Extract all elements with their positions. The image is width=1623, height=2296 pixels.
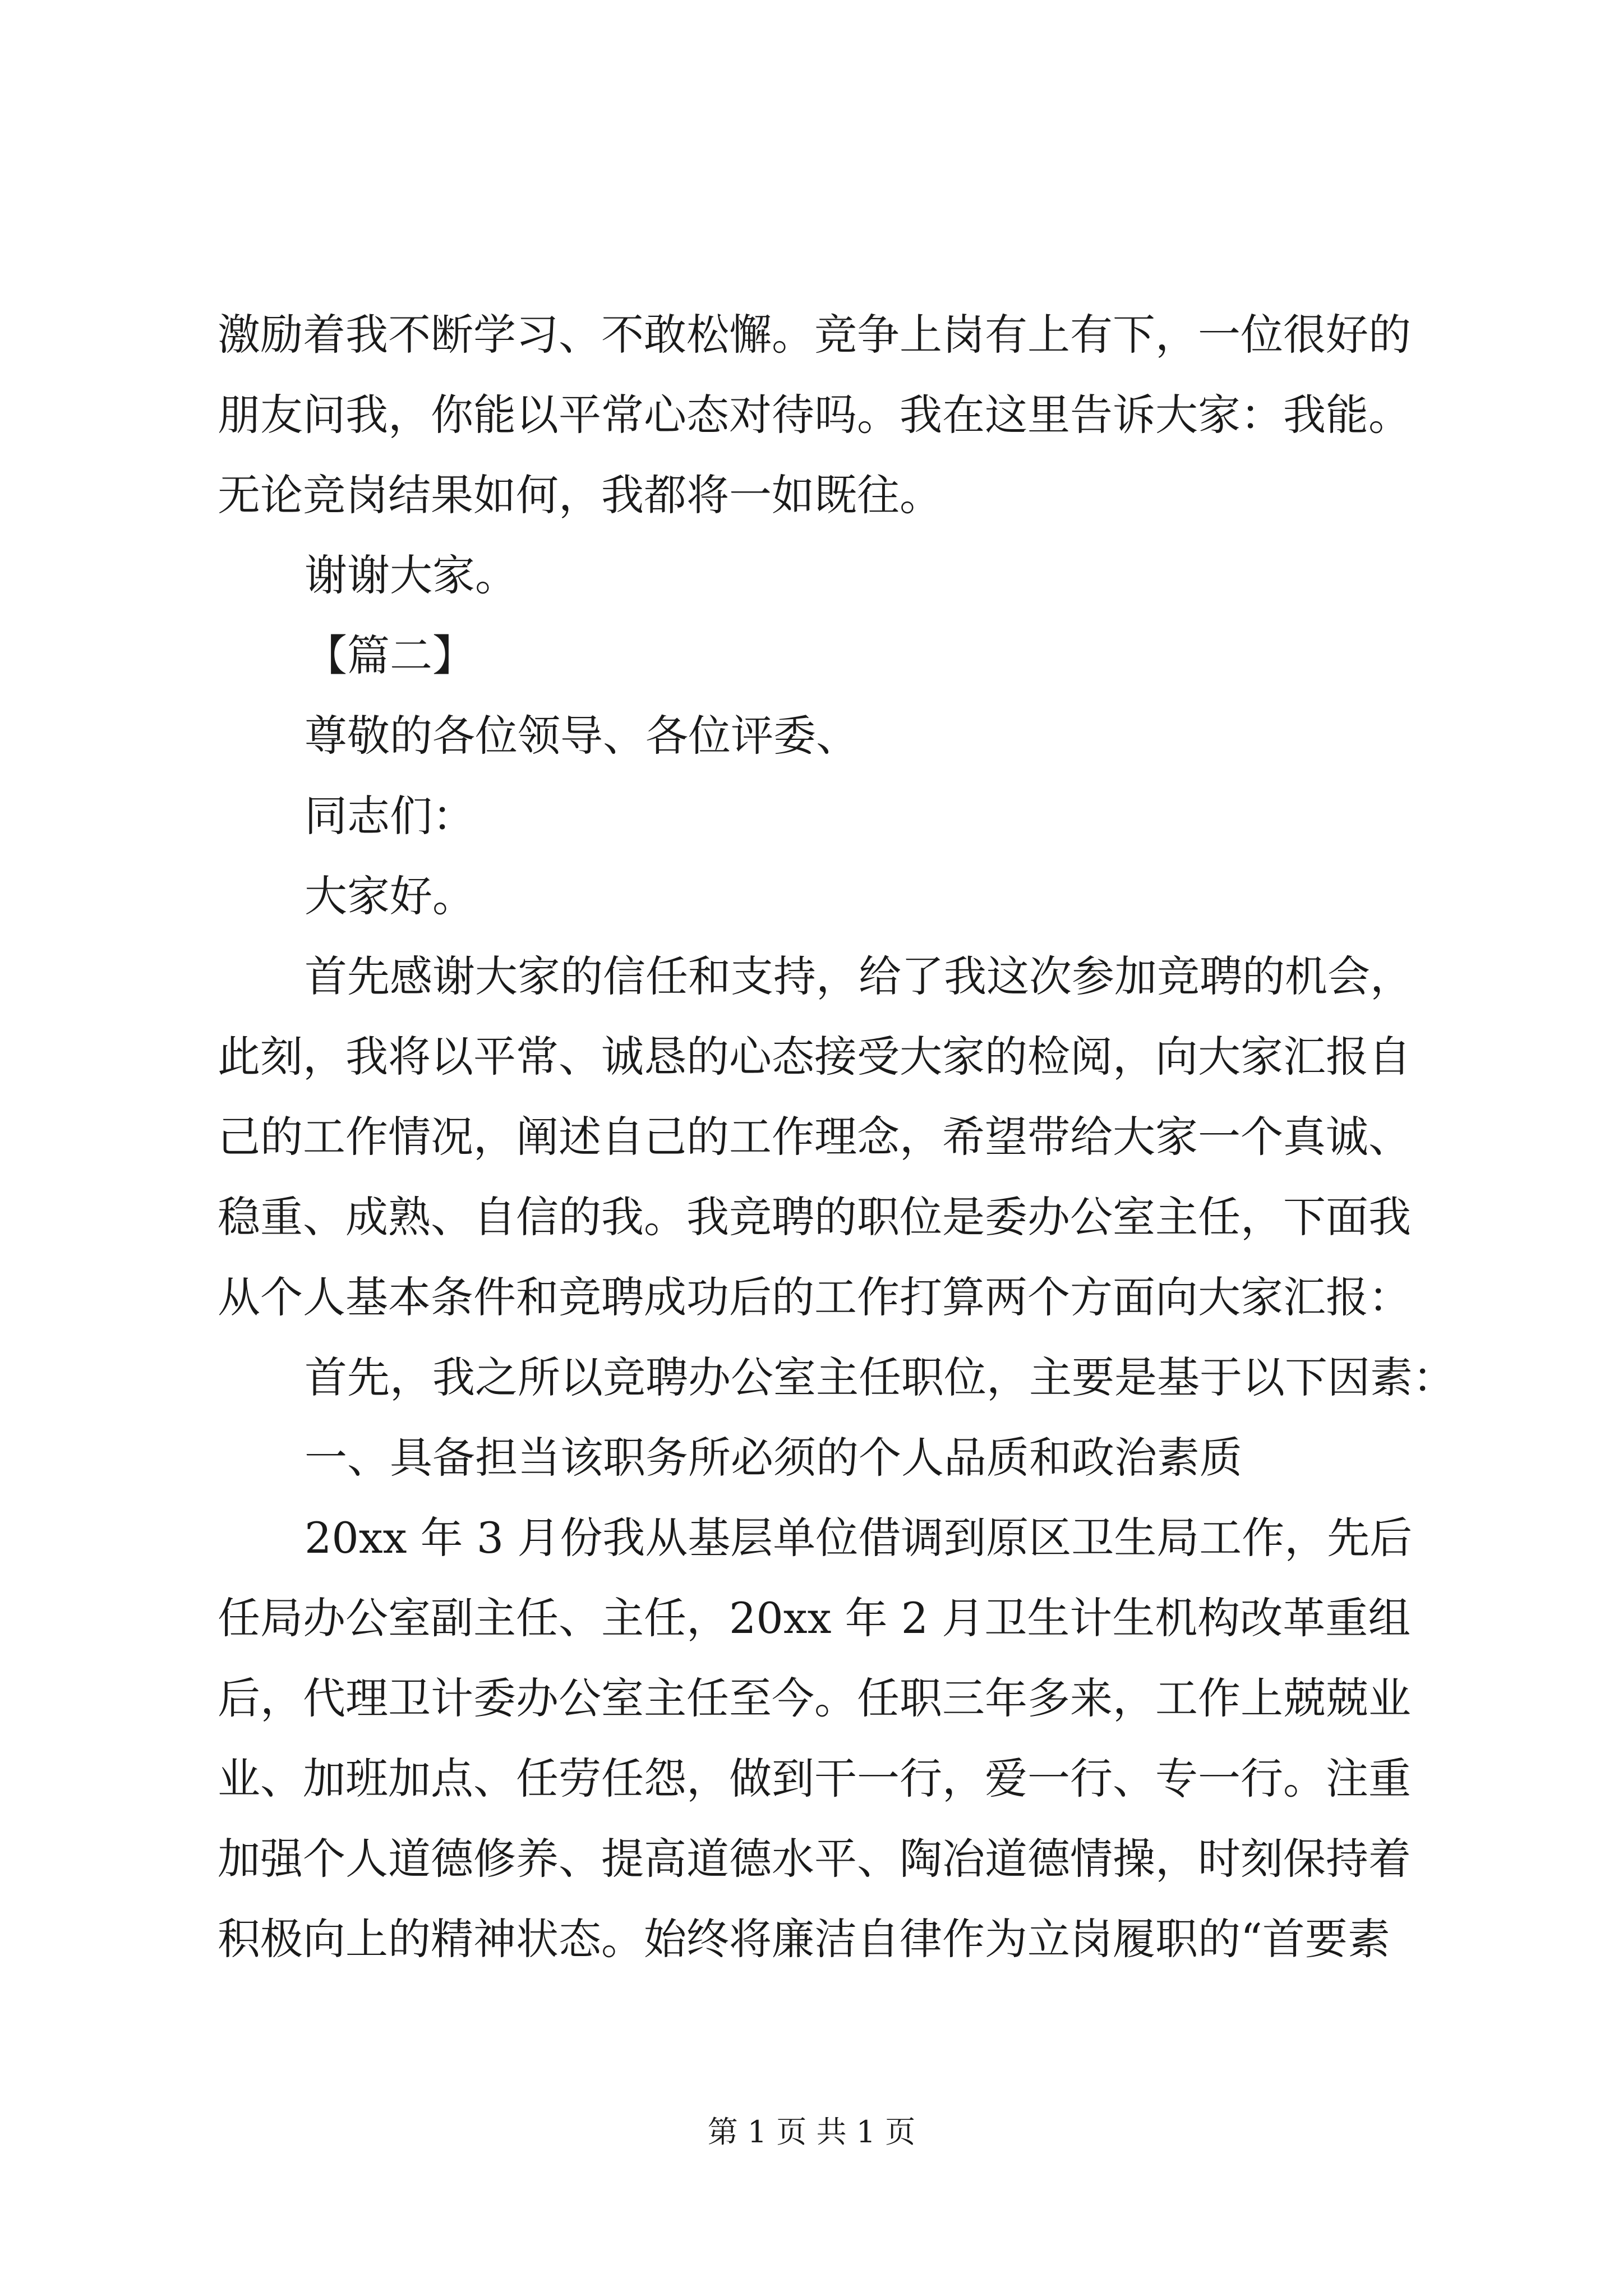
text-line: 大家好。: [305, 871, 475, 921]
text-line: 从个人基本条件和竞聘成功后的工作打算两个方面向大家汇报：: [218, 1272, 1411, 1322]
text-line: 首先，我之所以竞聘办公室主任职位，主要是基于以下因素：: [305, 1352, 1455, 1402]
text-line: 20xx 年 3 月份我从基层单位借调到原区卫生局工作，先后: [305, 1513, 1413, 1563]
text-line: 加强个人道德修养、提高道德水平、陶冶道德情操，时刻保持着: [218, 1834, 1411, 1884]
subheading: 一、具备担当该职务所必须的个人品质和政治素质: [305, 1433, 1242, 1483]
text-line: 朋友问我，你能以平常心态对待吗。我在这里告诉大家：我能。: [218, 390, 1411, 440]
text-line: 业、加班加点、任劳任怨，做到干一行，爱一行、专一行。注重: [218, 1754, 1411, 1803]
text-line: 首先感谢大家的信任和支持，给了我这次参加竞聘的机会，: [305, 951, 1413, 1001]
text-line: 尊敬的各位领导、各位评委、: [305, 711, 859, 761]
text-line: 此刻，我将以平常、诚恳的心态接受大家的检阅，向大家汇报自: [218, 1032, 1411, 1082]
section-heading: 【篇二】: [305, 631, 475, 680]
page-footer: 第 1 页 共 1 页: [707, 2114, 916, 2150]
text-line: 同志们：: [305, 791, 475, 841]
text-line: 无论竞岗结果如何，我都将一如既往。: [218, 470, 942, 520]
text-line: 稳重、成熟、自信的我。我竞聘的职位是委办公室主任，下面我: [218, 1192, 1411, 1242]
text-line: 任局办公室副主任、主任，20xx 年 2 月卫生计生机构改革重组: [218, 1593, 1411, 1643]
text-line: 积极向上的精神状态。始终将廉洁自律作为立岗履职的“首要素: [218, 1914, 1390, 1964]
text-line: 谢谢大家。: [305, 550, 518, 600]
text-line: 己的工作情况，阐述自己的工作理念，希望带给大家一个真诚、: [218, 1112, 1411, 1162]
text-line: 后，代理卫计委办公室主任至今。任职三年多来，工作上兢兢业: [218, 1673, 1411, 1723]
text-line: 激励着我不断学习、不敢松懈。竞争上岗有上有下，一位很好的: [218, 310, 1411, 360]
